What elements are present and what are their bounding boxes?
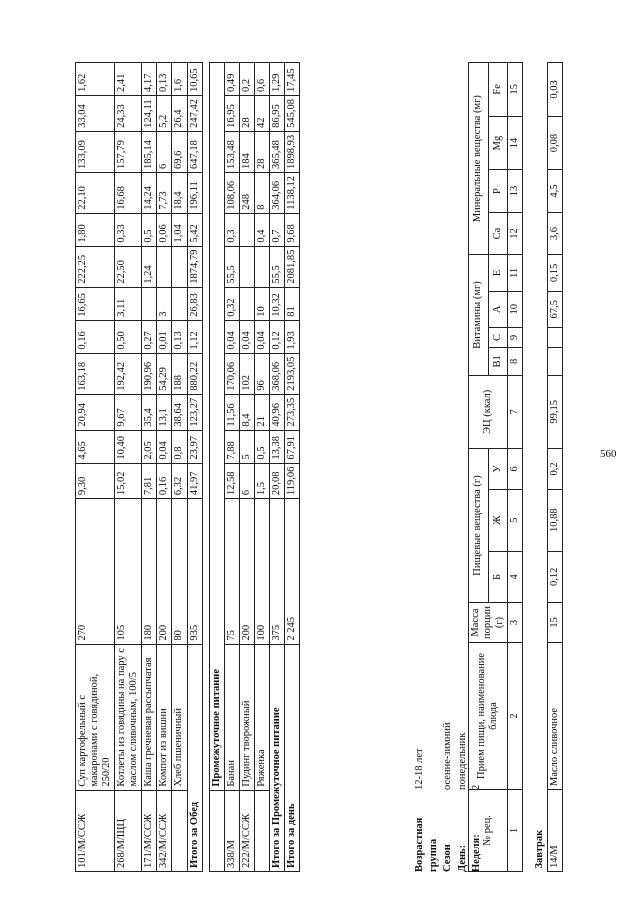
value-cell: 196,11 <box>187 173 202 214</box>
value-cell: 4,17 <box>142 63 157 96</box>
value-cell: 2081,85 <box>284 246 299 287</box>
value-cell: 4,65 <box>76 430 115 463</box>
value-cell: 0,16 <box>76 320 115 353</box>
h-mass: Масса порции (г) <box>469 603 508 643</box>
value-cell: 69,6 <box>172 131 187 172</box>
subheader-cell: Mg <box>488 116 508 170</box>
value-cell: 0,15 <box>548 255 563 291</box>
page-number: 560 <box>600 448 617 460</box>
value-cell: 0,04 <box>254 320 269 353</box>
value-cell: 0,12 <box>548 551 563 602</box>
value-cell: 0,2 <box>548 449 563 490</box>
value-cell: 28 <box>239 96 254 132</box>
h-vitamins: Витамины (мг) <box>469 255 489 375</box>
subheader-cell: С <box>488 327 508 347</box>
value-cell: 273,35 <box>284 394 299 430</box>
column-number: 5 <box>508 489 523 551</box>
value-cell: 0,33 <box>115 213 142 246</box>
value-cell: 375 <box>269 499 284 644</box>
value-cell: 5,2 <box>157 96 172 132</box>
rotated-content <box>75 62 561 872</box>
value-cell: 13,1 <box>157 394 172 430</box>
total-label: Итого за Промежуточное питание <box>269 644 284 871</box>
value-cell: 7,88 <box>224 430 239 463</box>
column-number: 7 <box>508 375 523 448</box>
value-cell: 10,32 <box>269 287 284 320</box>
table-row <box>254 63 269 872</box>
age-label: Возрастная группа <box>414 817 440 872</box>
column-number: 6 <box>508 449 523 490</box>
value-cell: 33,04 <box>76 96 115 132</box>
value-cell: 0,8 <box>172 430 187 463</box>
value-cell: 102 <box>239 353 254 394</box>
value-cell: 28 <box>254 131 269 172</box>
value-cell: 170,06 <box>224 353 239 394</box>
value-cell: 1,93 <box>284 320 299 353</box>
subheader-cell: Р <box>488 170 508 212</box>
value-cell: 80 <box>172 499 187 644</box>
value-cell: 108,06 <box>224 173 239 214</box>
subheader-cell: Са <box>488 212 508 254</box>
nutrition-table-breakfast <box>468 62 563 872</box>
value-cell: 99,15 <box>548 375 563 448</box>
column-number: 1 <box>508 790 523 872</box>
value-cell: 200 <box>157 499 172 644</box>
nutrition-table-lunch <box>75 62 300 872</box>
table-row <box>157 63 172 872</box>
value-cell: 8 <box>254 173 269 214</box>
value-cell: 0,49 <box>224 63 239 96</box>
column-number: 15 <box>508 63 523 117</box>
value-cell: 38,64 <box>172 394 187 430</box>
value-cell: 0,4 <box>254 213 269 246</box>
value-cell: 1,5 <box>254 463 269 499</box>
value-cell: 96 <box>254 353 269 394</box>
total-label: Итого за Обед <box>187 644 202 871</box>
value-cell: 23,97 <box>187 430 202 463</box>
value-cell: 0,16 <box>157 463 172 499</box>
table-row <box>224 63 239 872</box>
value-cell: 1,80 <box>76 213 115 246</box>
value-cell: 2,05 <box>142 430 157 463</box>
value-cell: 15 <box>548 603 563 643</box>
value-cell: 3,6 <box>548 212 563 254</box>
subheader-cell: У <box>488 449 508 490</box>
value-cell: 222,25 <box>76 246 115 287</box>
column-number: 8 <box>508 348 523 376</box>
value-cell: 6 <box>239 463 254 499</box>
column-number: 3 <box>508 603 523 643</box>
table-row <box>269 63 284 872</box>
value-cell: 0,5 <box>254 430 269 463</box>
value-cell: 16,68 <box>115 173 142 214</box>
value-cell: 0,2 <box>239 63 254 96</box>
value-cell: 1898,93 <box>284 131 299 172</box>
value-cell: 0,01 <box>157 320 172 353</box>
dish-name: Котлеты из говядины на пару с маслом сливочным, 100/5 <box>115 644 142 790</box>
value-cell: 124,11 <box>142 96 157 132</box>
value-cell: 0,03 <box>548 63 563 117</box>
value-cell: 9,30 <box>76 463 115 499</box>
value-cell: 2,41 <box>115 63 142 96</box>
value-cell: 5,42 <box>187 213 202 246</box>
value-cell: 247,42 <box>187 96 202 132</box>
value-cell: 0,7 <box>269 213 284 246</box>
value-cell: 18,4 <box>172 173 187 214</box>
dish-name: Пудинг творожный <box>239 644 254 790</box>
table-row <box>187 63 202 872</box>
value-cell <box>142 287 157 320</box>
season-label: Сезон <box>442 844 454 872</box>
h-minerals: Минеральные вещества (мг) <box>469 63 489 255</box>
table-row <box>76 63 115 872</box>
value-cell: 55,5 <box>224 246 239 287</box>
subheader-cell: А <box>488 291 508 327</box>
value-cell: 35,4 <box>142 394 157 430</box>
value-cell: 3 <box>157 287 172 320</box>
meal-title: Завтрак <box>534 829 546 869</box>
recipe-code: 338/М <box>224 790 239 871</box>
value-cell: 10,65 <box>187 63 202 96</box>
value-cell: 1874,79 <box>187 246 202 287</box>
value-cell: 153,48 <box>224 131 239 172</box>
value-cell: 6,32 <box>172 463 187 499</box>
value-cell: 248 <box>239 173 254 214</box>
value-cell: 75 <box>224 499 239 644</box>
column-number: 13 <box>508 170 523 212</box>
recipe-code: 101/М/ССЖ <box>76 790 115 871</box>
value-cell: 16,95 <box>224 96 239 132</box>
value-cell: 364,06 <box>269 173 284 214</box>
value-cell: 5 <box>239 430 254 463</box>
value-cell: 10,88 <box>548 489 563 551</box>
value-cell: 17,45 <box>284 63 299 96</box>
value-cell: 1,29 <box>269 63 284 96</box>
value-cell: 1,24 <box>142 246 157 287</box>
dish-name: Суп картофельный с макаронами с говядиной, 250/20 <box>76 644 115 790</box>
value-cell: 1,04 <box>172 213 187 246</box>
row-code: 14/М <box>548 790 563 872</box>
value-cell: 13,38 <box>269 430 284 463</box>
value-cell: 133,09 <box>76 131 115 172</box>
value-cell: 184 <box>239 131 254 172</box>
value-cell <box>239 287 254 320</box>
value-cell: 42 <box>254 96 269 132</box>
value-cell: 270 <box>76 499 115 644</box>
value-cell: 67,91 <box>284 430 299 463</box>
value-cell: 16,65 <box>76 287 115 320</box>
recipe-code: 342/М/ССЖ <box>157 790 172 871</box>
value-cell <box>548 327 563 347</box>
value-cell: 2193,05 <box>284 353 299 394</box>
value-cell: 14,24 <box>142 173 157 214</box>
value-cell: 935 <box>187 499 202 644</box>
value-cell: 368,06 <box>269 353 284 394</box>
value-cell: 86,95 <box>269 96 284 132</box>
season-value: осенне-зимний <box>442 722 454 790</box>
value-cell: 200 <box>239 499 254 644</box>
subheader-cell: В1 <box>488 348 508 376</box>
age-value: 12-18 лет <box>414 748 425 790</box>
value-cell <box>157 246 172 287</box>
value-cell: 4,5 <box>548 170 563 212</box>
dish-name: Хлеб пшеничный <box>172 644 187 790</box>
value-cell: 545,08 <box>284 96 299 132</box>
value-cell: 6 <box>157 131 172 172</box>
value-cell: 0,13 <box>157 63 172 96</box>
value-cell: 185,14 <box>142 131 157 172</box>
dish-name: Банан <box>224 644 239 790</box>
column-number: 12 <box>508 212 523 254</box>
subheader-cell: Б <box>488 551 508 602</box>
recipe-code: 171/М/ССЖ <box>142 790 157 871</box>
dish-name: Компот из вишни <box>157 644 172 790</box>
value-cell: 0,3 <box>224 213 239 246</box>
value-cell: 7,73 <box>157 173 172 214</box>
value-cell: 26,83 <box>187 287 202 320</box>
value-cell: 0,06 <box>157 213 172 246</box>
value-cell: 0,12 <box>269 320 284 353</box>
value-cell <box>172 246 187 287</box>
value-cell: 647,18 <box>187 131 202 172</box>
value-cell: 0,6 <box>254 63 269 96</box>
value-cell: 0,13 <box>172 320 187 353</box>
value-cell: 105 <box>115 499 142 644</box>
value-cell: 0,5 <box>142 213 157 246</box>
value-cell: 100 <box>254 499 269 644</box>
subheader-cell: Ж <box>488 489 508 551</box>
table-row <box>239 63 254 872</box>
value-cell: 0,27 <box>142 320 157 353</box>
h-nutrients: Пищевые вещества (г) <box>469 449 489 603</box>
column-number: 4 <box>508 551 523 602</box>
value-cell: 1,62 <box>76 63 115 96</box>
column-number: 10 <box>508 291 523 327</box>
value-cell: 0,04 <box>157 430 172 463</box>
value-cell: 67,5 <box>548 291 563 327</box>
value-cell: 190,96 <box>142 353 157 394</box>
value-cell: 123,27 <box>187 394 202 430</box>
recipe-code: 222/М/ССЖ <box>239 790 254 871</box>
value-cell: 163,18 <box>76 353 115 394</box>
value-cell: 8,4 <box>239 394 254 430</box>
value-cell: 7,81 <box>142 463 157 499</box>
value-cell: 365,48 <box>269 131 284 172</box>
value-cell: 0,50 <box>115 320 142 353</box>
value-cell: 10 <box>254 287 269 320</box>
value-cell <box>172 287 187 320</box>
value-cell: 0,04 <box>239 320 254 353</box>
value-cell: 26,4 <box>172 96 187 132</box>
table-row <box>115 63 142 872</box>
table-row <box>209 63 224 872</box>
value-cell: 1,6 <box>172 63 187 96</box>
column-number: 14 <box>508 116 523 170</box>
value-cell: 9,68 <box>284 213 299 246</box>
week-value: 2 <box>470 784 482 790</box>
value-cell: 119,06 <box>284 463 299 499</box>
value-cell: 11,56 <box>224 394 239 430</box>
value-cell: 10,40 <box>115 430 142 463</box>
value-cell <box>548 348 563 376</box>
value-cell: 9,67 <box>115 394 142 430</box>
table-row <box>172 63 187 872</box>
value-cell: 880,22 <box>187 353 202 394</box>
value-cell: 54,29 <box>157 353 172 394</box>
value-cell: 1138,12 <box>284 173 299 214</box>
value-cell: 1,12 <box>187 320 202 353</box>
value-cell: 55,5 <box>269 246 284 287</box>
column-number: 2 <box>508 643 523 790</box>
day-label: День: <box>456 844 468 872</box>
recipe-code <box>172 790 187 871</box>
value-cell: 188 <box>172 353 187 394</box>
value-cell: 3,11 <box>115 287 142 320</box>
value-cell: 0,32 <box>224 287 239 320</box>
total-label: Итого за день <box>284 644 299 871</box>
h-name: Прием пищи, наименование блюда <box>469 643 508 790</box>
value-cell: 22,10 <box>76 173 115 214</box>
value-cell: 40,96 <box>269 394 284 430</box>
value-cell <box>239 246 254 287</box>
day-value: понедельник <box>456 732 468 790</box>
value-cell: 180 <box>142 499 157 644</box>
subheader-cell: Е <box>488 255 508 291</box>
row-name: Масло сливочное <box>548 643 563 790</box>
value-cell: 15,02 <box>115 463 142 499</box>
week-label: Неделя: <box>470 834 482 872</box>
value-cell: 81 <box>284 287 299 320</box>
value-cell: 0,08 <box>548 116 563 170</box>
section-title: Промежуточное питание <box>209 63 224 791</box>
h-no: № рец. <box>469 790 508 872</box>
recipe-code: 268/М/ЩЦ <box>115 790 142 871</box>
column-number: 11 <box>508 255 523 291</box>
value-cell <box>239 213 254 246</box>
table-row <box>142 63 157 872</box>
subheader-cell: Fe <box>488 63 508 117</box>
dish-name: Ряженка <box>254 644 269 790</box>
dish-name: Каша гречневая рассыпчатая <box>142 644 157 790</box>
value-cell: 0,04 <box>224 320 239 353</box>
value-cell: 21 <box>254 394 269 430</box>
value-cell: 22,50 <box>115 246 142 287</box>
h-energy: ЭЦ (ккал) <box>469 375 508 448</box>
value-cell: 192,42 <box>115 353 142 394</box>
value-cell: 157,79 <box>115 131 142 172</box>
recipe-code <box>254 790 269 871</box>
value-cell: 2 245 <box>284 499 299 644</box>
column-number: 9 <box>508 327 523 347</box>
table-row <box>284 63 299 872</box>
value-cell: 12,58 <box>224 463 239 499</box>
value-cell: 20,08 <box>269 463 284 499</box>
value-cell: 20,94 <box>76 394 115 430</box>
value-cell: 41,97 <box>187 463 202 499</box>
value-cell: 24,33 <box>115 96 142 132</box>
value-cell <box>254 246 269 287</box>
